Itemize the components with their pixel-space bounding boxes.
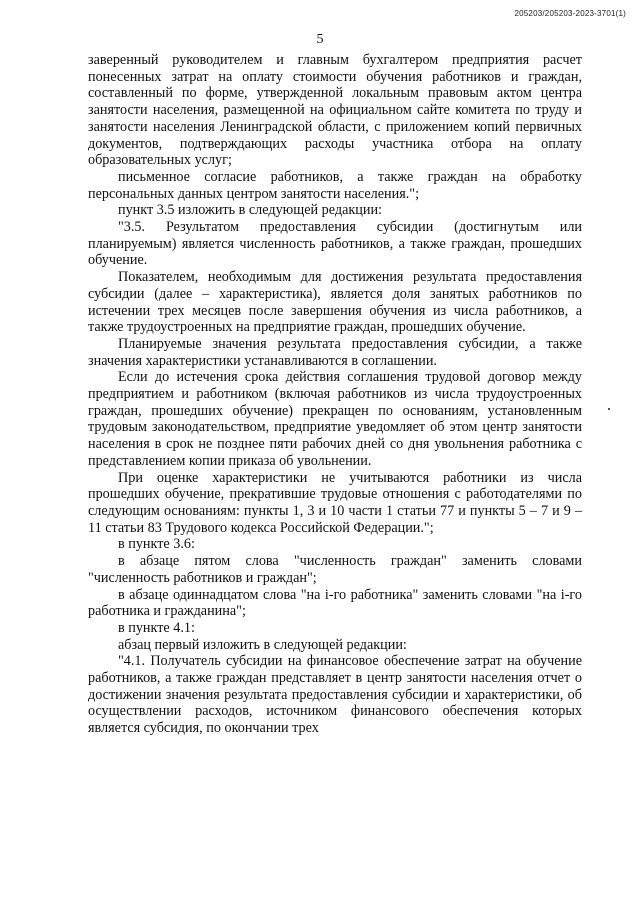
document-id: 205203/205203-2023-3701(1) [514,9,626,18]
paragraph: в абзаце одиннадцатом слова "на i-го работника" заменить словами "на i-го работника и гражданина"; [88,586,582,620]
paragraph: в пункте 3.6: [118,536,195,553]
paragraph: письменное согласие работников, а также граждан на обработку персональных данных центром занятости населения."; [88,168,582,202]
paragraph: в пункте 4.1: [118,619,195,636]
paragraph: "3.5. Результатом предоставления субсидии (достигнутым или планируемым) является численность работников, а также граждан, прошедших обучение. [88,219,582,269]
paragraph: в абзаце пятом слова "численность граждан" заменить словами "численность работников и граждан"; [88,553,582,586]
paragraph: Показателем, необходимым для достижения результата предоставления субсидии (далее – характеристика), является доля занятых работников по истечении трех месяцев после завершения обучения из числа работников, а также трудоустроенных на предприятие граждан, прошедших обучение. [88,269,582,336]
paragraph: При оценке характеристики не учитываются работники из числа прошедших обучение, прекратившие трудовые отношения с работодателями по следующим основаниям: пункты 1, 3 и 10 части 1 статьи 77 и пункты 5 – 7 и 9 – 11 статьи 83 Трудового кодекса Российской Федерации."; [88,469,582,536]
page-number: 5 [316,32,324,47]
paragraph: Планируемые значения результата предоставления субсидии, а также значения характеристики устанавливаются в соглашении. [88,335,582,369]
paragraph: абзац первый изложить в следующей редакции: [118,636,407,653]
scan-dot [608,408,610,410]
paragraph: Если до истечения срока действия соглашения трудовой договор между предприятием и работником (включая работников из числа трудоустроенных граждан, прошедших обучение) прекращен по основаниям, установленным трудовым законодательством, предприятие уведомляет об этом центр занятости населения в срок не позднее пяти рабочих дней со дня увольнения работника с представлением копии приказа об увольнении. [88,369,582,469]
paragraph: заверенный руководителем и главным бухгалтером предприятия расчет понесенных затрат на оплату стоимости обучения работников и граждан, составленный по форме, утвержденной локальным правовым актом центра занятости населения, размещенной на официальном сайте комитета по труду и занятости населения Ленинградской области, с приложением копий первичных документов, подтверждающих расходы участника отбора на оплату образовательных услуг; [88,52,582,169]
document-body [88,52,582,737]
paragraph: пункт 3.5 изложить в следующей редакции: [118,202,382,219]
paragraph: "4.1. Получатель субсидии на финансовое обеспечение затрат на обучение работников, а также граждан представляет в центр занятости населения отчет о достижении значения результата предоставления субсидии и характеристики, об осуществлении расходов, источником финансового обеспечения которых является субсидия, по окончании трех [88,653,582,737]
